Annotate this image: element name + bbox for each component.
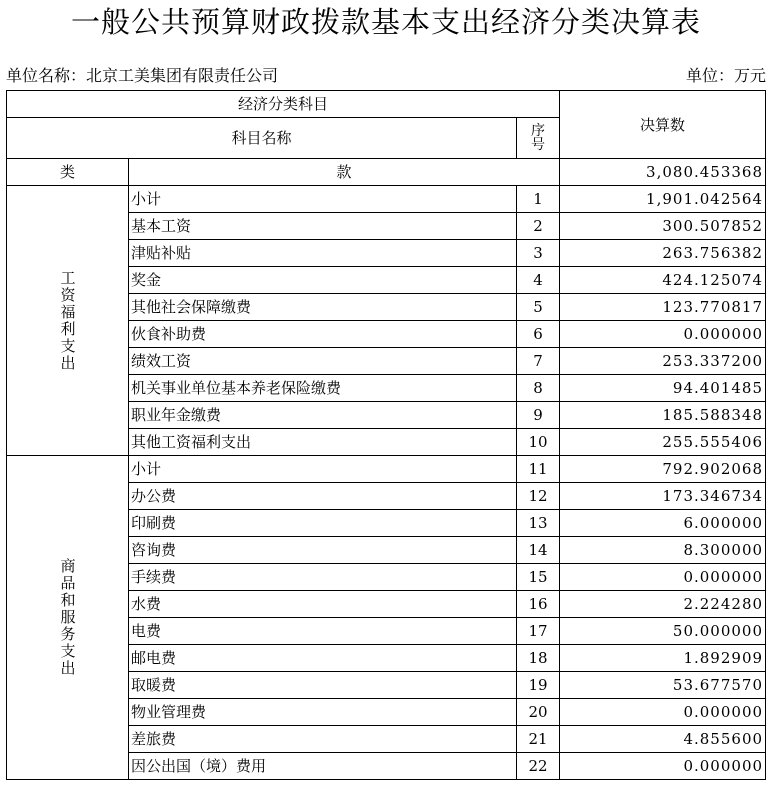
row-seq: 18 <box>517 645 560 672</box>
row-name: 小计 <box>129 456 517 483</box>
row-value: 0.000000 <box>560 753 766 780</box>
table-row <box>7 186 766 213</box>
row-seq: 21 <box>517 726 560 753</box>
budget-table <box>6 90 766 780</box>
unit-row <box>6 65 766 87</box>
row-value: 300.507852 <box>560 213 766 240</box>
row-seq: 22 <box>517 753 560 780</box>
row-name: 电费 <box>129 618 517 645</box>
row-name: 物业管理费 <box>129 699 517 726</box>
row-name: 伙食补助费 <box>129 321 517 348</box>
row-value: 173.346734 <box>560 483 766 510</box>
section-label <box>7 456 129 780</box>
row-value: 424.125074 <box>560 267 766 294</box>
row-name: 水费 <box>129 591 517 618</box>
row-name: 职业年金缴费 <box>129 402 517 429</box>
row-value: 0.000000 <box>560 699 766 726</box>
unit-label: 单位：万元 <box>685 66 766 85</box>
row-value: 0.000000 <box>560 564 766 591</box>
row-name: 咨询费 <box>129 537 517 564</box>
row-seq: 19 <box>517 672 560 699</box>
row-seq: 2 <box>517 213 560 240</box>
row-value: 50.000000 <box>560 618 766 645</box>
row-value: 123.770817 <box>560 294 766 321</box>
row-seq: 16 <box>517 591 560 618</box>
row-name: 印刷费 <box>129 510 517 537</box>
header-seq-1: 序 <box>531 123 546 139</box>
row-name: 取暖费 <box>129 672 517 699</box>
row-seq: 3 <box>517 240 560 267</box>
row-value: 0.000000 <box>560 321 766 348</box>
row-value: 2.224280 <box>560 591 766 618</box>
row-seq: 13 <box>517 510 560 537</box>
row-value: 1,901.042564 <box>560 186 766 213</box>
section-label-text: 工资福利支出 <box>58 269 77 372</box>
row-seq: 1 <box>517 186 560 213</box>
row-name: 因公出国（境）费用 <box>129 753 517 780</box>
row-seq: 4 <box>517 267 560 294</box>
header-amount: 决算数 <box>560 91 766 159</box>
total-value: 3,080.453368 <box>560 159 766 186</box>
header-group: 经济分类科目 <box>7 91 560 118</box>
row-seq: 6 <box>517 321 560 348</box>
row-seq: 5 <box>517 294 560 321</box>
row-seq: 14 <box>517 537 560 564</box>
row-seq: 12 <box>517 483 560 510</box>
row-value: 8.300000 <box>560 537 766 564</box>
row-name: 办公费 <box>129 483 517 510</box>
row-name: 绩效工资 <box>129 348 517 375</box>
header-name: 科目名称 <box>7 118 517 159</box>
section-label <box>7 186 129 456</box>
row-name: 奖金 <box>129 267 517 294</box>
header-lei: 类 <box>7 159 129 186</box>
row-name: 手续费 <box>129 564 517 591</box>
row-value: 94.401485 <box>560 375 766 402</box>
row-seq: 17 <box>517 618 560 645</box>
header-kuan: 款 <box>129 159 560 186</box>
row-name: 机关事业单位基本养老保险缴费 <box>129 375 517 402</box>
row-value: 53.677570 <box>560 672 766 699</box>
row-name: 小计 <box>129 186 517 213</box>
table-row <box>7 456 766 483</box>
unit-name: 单位名称：北京工美集团有限责任公司 <box>6 66 279 85</box>
row-value: 185.588348 <box>560 402 766 429</box>
row-value: 263.756382 <box>560 240 766 267</box>
row-name: 津贴补贴 <box>129 240 517 267</box>
row-value: 4.855600 <box>560 726 766 753</box>
row-value: 1.892909 <box>560 645 766 672</box>
row-name: 基本工资 <box>129 213 517 240</box>
row-value: 6.000000 <box>560 510 766 537</box>
row-seq: 11 <box>517 456 560 483</box>
row-seq: 7 <box>517 348 560 375</box>
header-seq <box>517 118 560 159</box>
row-name: 其他社会保障缴费 <box>129 294 517 321</box>
row-seq: 8 <box>517 375 560 402</box>
page-title: 一般公共预算财政拨款基本支出经济分类决算表 <box>70 5 701 39</box>
row-value: 253.337200 <box>560 348 766 375</box>
row-seq: 10 <box>517 429 560 456</box>
row-name: 差旅费 <box>129 726 517 753</box>
header-seq-2: 号 <box>531 137 546 153</box>
row-value: 255.555406 <box>560 429 766 456</box>
row-seq: 20 <box>517 699 560 726</box>
section-label-text: 商品和服务支出 <box>58 558 77 677</box>
total-row <box>7 159 766 186</box>
row-seq: 15 <box>517 564 560 591</box>
row-name: 邮电费 <box>129 645 517 672</box>
row-value: 792.902068 <box>560 456 766 483</box>
row-name: 其他工资福利支出 <box>129 429 517 456</box>
row-seq: 9 <box>517 402 560 429</box>
header-row-1 <box>7 91 766 118</box>
